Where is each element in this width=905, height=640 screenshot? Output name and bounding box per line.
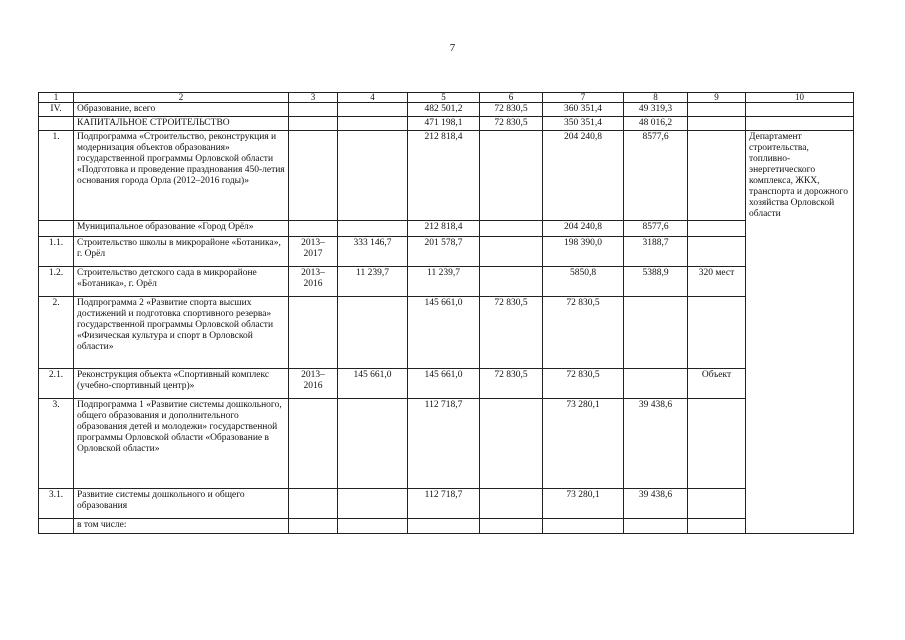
table-row bbox=[39, 267, 854, 297]
table-cell-col2: Подпрограмма «Строительство, реконструкция и модернизация объектов образования» государственной программы Орловской области «Подготовка и проведение празднования 450-летия основания города Орла (2012–2016 годы)» bbox=[74, 131, 289, 221]
table-cell-col7: 72 830,5 bbox=[543, 369, 624, 399]
table-cell-col3 bbox=[289, 117, 338, 131]
table-cell-col4: 11 239,7 bbox=[338, 267, 408, 297]
column-header: 5 bbox=[408, 93, 480, 103]
table-cell-col5 bbox=[408, 519, 480, 534]
table-cell-col6: 72 830,5 bbox=[480, 297, 543, 369]
table-cell-col9 bbox=[688, 519, 746, 534]
table-row bbox=[39, 399, 854, 489]
table-cell-col4 bbox=[338, 519, 408, 534]
table-cell-col6 bbox=[480, 267, 543, 297]
table-cell-col1: 2.1. bbox=[39, 369, 74, 399]
table-cell-col8: 8577,6 bbox=[624, 131, 688, 221]
table-cell-col3 bbox=[289, 103, 338, 117]
table-cell-col5: 201 578,7 bbox=[408, 237, 480, 267]
column-number-row bbox=[39, 93, 854, 103]
table-cell-col2: Подпрограмма 2 «Развитие спорта высших достижений и подготовка спортивного резерва» государственной программы Орловской области «Физическая культура и спорт в Орловской области» bbox=[74, 297, 289, 369]
table-cell-col5: 212 818,4 bbox=[408, 131, 480, 221]
table-cell-col4 bbox=[338, 221, 408, 237]
table-cell-col4: 145 661,0 bbox=[338, 369, 408, 399]
table-cell-col4 bbox=[338, 399, 408, 489]
table-cell-col2: в том числе: bbox=[74, 519, 289, 534]
table-cell-col8 bbox=[624, 369, 688, 399]
table-cell-col1 bbox=[39, 117, 74, 131]
table-cell-col7 bbox=[543, 519, 624, 534]
table-cell-col5: 145 661,0 bbox=[408, 297, 480, 369]
table-cell-col6 bbox=[480, 221, 543, 237]
table-cell-col9 bbox=[688, 117, 746, 131]
column-header: 6 bbox=[480, 93, 543, 103]
table-cell-col6 bbox=[480, 489, 543, 519]
table-cell-col10 bbox=[746, 103, 854, 117]
table-cell-col9 bbox=[688, 399, 746, 489]
table-row bbox=[39, 103, 854, 117]
table-cell-col9 bbox=[688, 297, 746, 369]
table-cell-col3 bbox=[289, 519, 338, 534]
column-header: 3 bbox=[289, 93, 338, 103]
table-cell-col3 bbox=[289, 131, 338, 221]
table-cell-col8 bbox=[624, 297, 688, 369]
table-cell-col2: Развитие системы дошкольного и общего образования bbox=[74, 489, 289, 519]
table-row bbox=[39, 519, 854, 534]
table-cell-col7: 204 240,8 bbox=[543, 131, 624, 221]
table-cell-col3: 2013–2016 bbox=[289, 369, 338, 399]
table-row bbox=[39, 131, 854, 221]
table-cell-col8: 48 016,2 bbox=[624, 117, 688, 131]
table-cell-col7: 350 351,4 bbox=[543, 117, 624, 131]
budget-table bbox=[38, 92, 854, 534]
table-cell-col2: Образование, всего bbox=[74, 103, 289, 117]
table-cell-col1: 1. bbox=[39, 131, 74, 221]
table-cell-col3 bbox=[289, 297, 338, 369]
table-cell-col9: 320 мест bbox=[688, 267, 746, 297]
table-cell-col4 bbox=[338, 297, 408, 369]
table-cell-col1: 3.1. bbox=[39, 489, 74, 519]
table-cell-col5: 482 501,2 bbox=[408, 103, 480, 117]
table-cell-col5: 112 718,7 bbox=[408, 489, 480, 519]
table-cell-col1 bbox=[39, 221, 74, 237]
table-cell-col6 bbox=[480, 399, 543, 489]
table-cell-col2: Реконструкция объекта «Спортивный комплекс (учебно-спортивный центр)» bbox=[74, 369, 289, 399]
table-row bbox=[39, 297, 854, 369]
table-cell-col8: 39 438,6 bbox=[624, 399, 688, 489]
table-cell-col2: Строительство школы в микрорайоне «Ботаника», г. Орёл bbox=[74, 237, 289, 267]
table-cell-col9 bbox=[688, 489, 746, 519]
table-cell-col7: 72 830,5 bbox=[543, 297, 624, 369]
table-cell-col10 bbox=[746, 117, 854, 131]
table-cell-col3 bbox=[289, 489, 338, 519]
table-cell-col3: 2013–2016 bbox=[289, 267, 338, 297]
table-cell-col6 bbox=[480, 237, 543, 267]
table-cell-col6 bbox=[480, 519, 543, 534]
table-cell-col8: 39 438,6 bbox=[624, 489, 688, 519]
table-cell-col6: 72 830,5 bbox=[480, 117, 543, 131]
table-cell-col7: 204 240,8 bbox=[543, 221, 624, 237]
table-cell-col2: Строительство детского сада в микрорайоне «Ботаника», г. Орёл bbox=[74, 267, 289, 297]
table-cell-col4 bbox=[338, 103, 408, 117]
table-cell-col2: Подпрограмма 1 «Развитие системы дошкольного, общего образования и дополнительного образования детей и молодежи» государственной программы Орловской области «Образование в Орловской области» bbox=[74, 399, 289, 489]
table-row bbox=[39, 369, 854, 399]
table-cell-col5: 112 718,7 bbox=[408, 399, 480, 489]
table-cell-col8: 8577,6 bbox=[624, 221, 688, 237]
table-cell-col9 bbox=[688, 237, 746, 267]
table-cell-col5: 471 198,1 bbox=[408, 117, 480, 131]
table-cell-col9 bbox=[688, 221, 746, 237]
table-cell-col4 bbox=[338, 489, 408, 519]
table-cell-col6: 72 830,5 bbox=[480, 369, 543, 399]
table-row bbox=[39, 117, 854, 131]
column-header: 2 bbox=[74, 93, 289, 103]
table-cell-col7: 73 280,1 bbox=[543, 489, 624, 519]
column-header: 4 bbox=[338, 93, 408, 103]
table-cell-col1 bbox=[39, 519, 74, 534]
page-number: 7 bbox=[449, 42, 456, 54]
table-cell-col8: 5388,9 bbox=[624, 267, 688, 297]
table-cell-col5: 145 661,0 bbox=[408, 369, 480, 399]
table-cell-col9: Объект bbox=[688, 369, 746, 399]
table-cell-col1: IV. bbox=[39, 103, 74, 117]
table-cell-col7: 198 390,0 bbox=[543, 237, 624, 267]
column-header: 1 bbox=[39, 93, 74, 103]
table-cell-col7: 73 280,1 bbox=[543, 399, 624, 489]
table-cell-col8 bbox=[624, 519, 688, 534]
table-cell-col2: Муниципальное образование «Город Орёл» bbox=[74, 221, 289, 237]
table-cell-col3 bbox=[289, 399, 338, 489]
table-cell-col4: 333 146,7 bbox=[338, 237, 408, 267]
table-cell-col4 bbox=[338, 117, 408, 131]
table-cell-col4 bbox=[338, 131, 408, 221]
table-row bbox=[39, 221, 854, 237]
table-cell-col9 bbox=[688, 103, 746, 117]
table-cell-col9 bbox=[688, 131, 746, 221]
table-cell-col3 bbox=[289, 221, 338, 237]
responsible-department-cell: Департамент строительства, топливно-энергетического комплекса, ЖКХ, транспорта и дорожного хозяйства Орловской области bbox=[746, 131, 854, 534]
column-header: 8 bbox=[624, 93, 688, 103]
table-cell-col6 bbox=[480, 131, 543, 221]
table-cell-col5: 212 818,4 bbox=[408, 221, 480, 237]
table-cell-col1: 1.1. bbox=[39, 237, 74, 267]
column-header: 9 bbox=[688, 93, 746, 103]
table-cell-col1: 3. bbox=[39, 399, 74, 489]
table-cell-col7: 5850,8 bbox=[543, 267, 624, 297]
table-cell-col8: 3188,7 bbox=[624, 237, 688, 267]
column-header: 7 bbox=[543, 93, 624, 103]
table-cell-col1: 2. bbox=[39, 297, 74, 369]
table-row bbox=[39, 489, 854, 519]
table-cell-col8: 49 319,3 bbox=[624, 103, 688, 117]
table-cell-col3: 2013–2017 bbox=[289, 237, 338, 267]
column-header: 10 bbox=[746, 93, 854, 103]
table-cell-col2: КАПИТАЛЬНОЕ СТРОИТЕЛЬСТВО bbox=[74, 117, 289, 131]
table-row bbox=[39, 237, 854, 267]
table-cell-col5: 11 239,7 bbox=[408, 267, 480, 297]
table-cell-col7: 360 351,4 bbox=[543, 103, 624, 117]
table-cell-col6: 72 830,5 bbox=[480, 103, 543, 117]
table-cell-col1: 1.2. bbox=[39, 267, 74, 297]
